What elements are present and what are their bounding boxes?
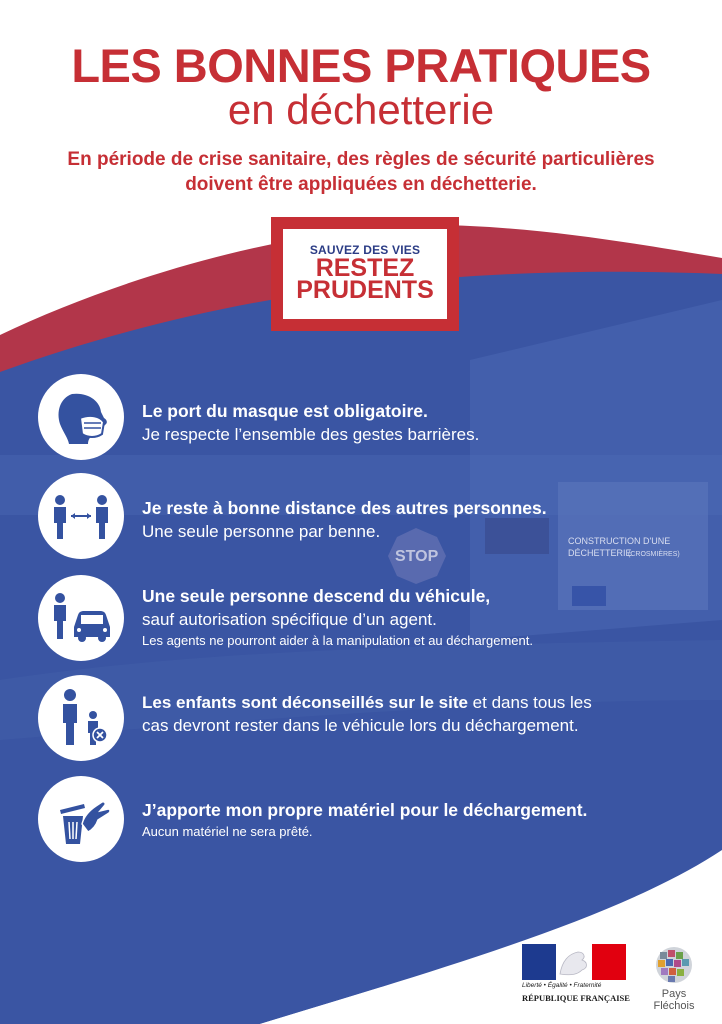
eu-flag <box>572 586 606 606</box>
rule-1-normal: Je respecte l’ensemble des gestes barrières. <box>142 425 480 444</box>
sauvez-des-vies-badge <box>271 217 459 331</box>
rule-3-bold: Une seule personne descend du véhicule, <box>142 586 491 606</box>
sign-text-1: CONSTRUCTION D'UNE <box>568 536 671 546</box>
person-car-icon <box>38 575 124 661</box>
badge-line-1: SAUVEZ DES VIES <box>309 243 421 257</box>
rule-4-line-1 <box>142 691 592 714</box>
page-title: LES BONNES PRATIQUES <box>71 39 651 92</box>
rule-4-normal: cas devront rester dans le véhicule lors du déchargement. <box>142 716 579 735</box>
republique-francaise-logo <box>522 944 630 1003</box>
rule-5-bold: J’apporte mon propre matériel pour le déchargement. <box>142 800 588 820</box>
marianne-flag-icon <box>522 944 626 980</box>
intro-text: En période de crise sanitaire, des règles de sécurité particulières doivent être appliquées en déchetterie. <box>67 149 655 195</box>
rf-motto: Liberté • Égalité • Fraternité <box>522 982 602 989</box>
rule-2-bold: Je reste à bonne distance des autres personnes. <box>142 498 547 518</box>
pays-flechois-logo <box>642 944 706 1012</box>
own-tools-icon <box>38 776 124 862</box>
face-mask-icon <box>38 374 124 460</box>
rule-4-inline: et dans tous les <box>467 693 592 712</box>
no-children-icon <box>38 675 124 761</box>
sign-text-3: (CROSMIÈRES) <box>628 551 680 558</box>
badge-inner <box>283 229 447 319</box>
rf-name: RÉPUBLIQUE FRANÇAISE <box>522 993 630 1003</box>
mosaic-globe-icon <box>642 944 706 986</box>
rule-1-bold: Le port du masque est obligatoire. <box>142 401 428 421</box>
rule-5-small: Aucun matériel ne sera prêté. <box>142 824 313 839</box>
stop-sign-text: STOP <box>395 548 439 565</box>
rule-3-small: Les agents ne pourront aider à la manipulation et au déchargement. <box>142 633 533 648</box>
distance-icon <box>38 473 124 559</box>
badge-line-2: RESTEZ <box>315 254 415 282</box>
rule-3-normal: sauf autorisation spécifique d’un agent. <box>142 610 437 629</box>
rule-2-normal: Une seule personne par benne. <box>142 522 381 541</box>
page-subtitle: en déchetterie <box>227 86 495 133</box>
pays-flechois-name: Pays Fléchois <box>653 988 695 1012</box>
rule-4-bold: Les enfants sont déconseillés sur le site <box>142 693 468 712</box>
sign-text-2: DÉCHETTERIE <box>568 548 632 558</box>
badge-line-3: PRUDENTS <box>296 276 434 304</box>
